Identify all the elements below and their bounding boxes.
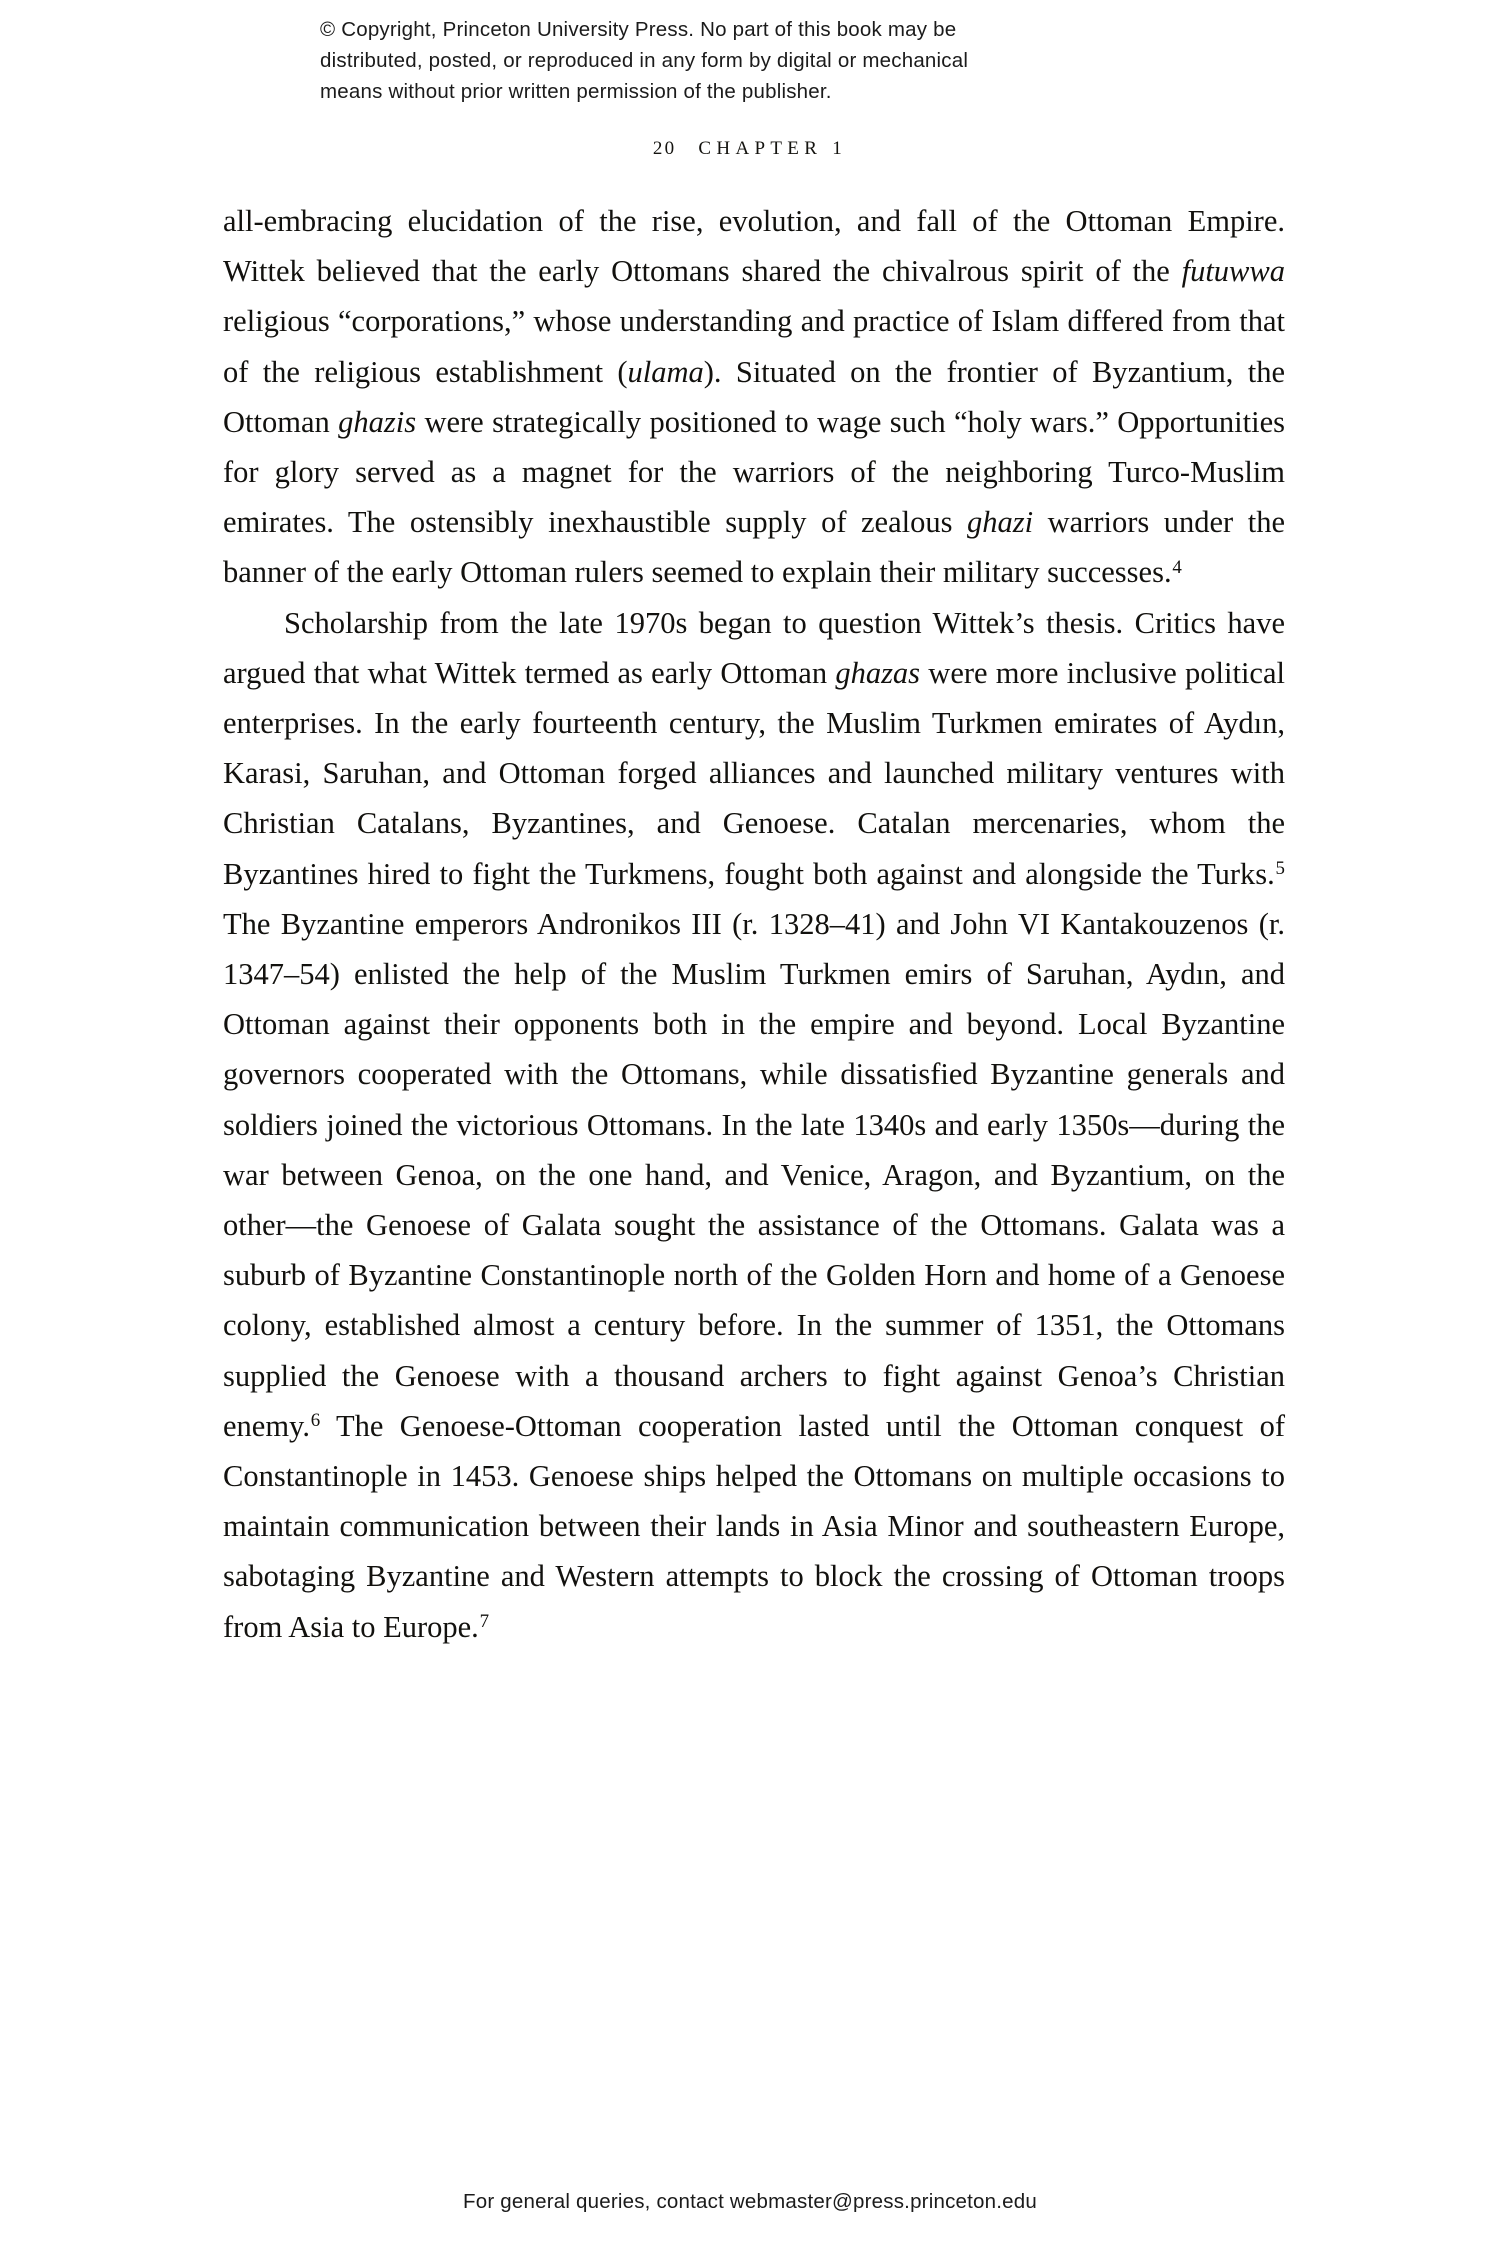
p2-seg11: . Genoese ships helped the Ottomans on multiple occasions to maintain communication between their lands in Asia Minor and southeastern Europe, sabotaging Byzantine and Western attempts to block the crossing of Ottoman troops from Asia to Europe. xyxy=(223,1459,1285,1644)
year-1350: 1350 xyxy=(1056,1107,1118,1142)
term-ghazi: ghazi xyxy=(967,505,1034,540)
term-ghazas: ghazas xyxy=(835,655,921,690)
reign-1347-54: 1347–54 xyxy=(223,957,330,992)
p2-seg7: s and early xyxy=(914,1107,1057,1142)
p1-seg3: ). Situated on the frontier of Byzantium, the Ottoman xyxy=(223,354,1286,439)
page-body xyxy=(223,196,1285,1652)
copyright-line-1: © Copyright, Princeton University Press. No part of this book may be xyxy=(320,18,957,41)
term-futuwwa: futuwwa xyxy=(1181,254,1285,289)
paragraph-2 xyxy=(223,598,1285,1652)
footnote-marker-7[interactable]: 7 xyxy=(479,1610,490,1632)
footnote-marker-4[interactable]: 4 xyxy=(1172,556,1182,578)
year-1351: 1351 xyxy=(1034,1308,1096,1343)
page-number: 20 xyxy=(652,138,677,159)
footnote-marker-6[interactable]: 6 xyxy=(310,1410,321,1432)
p1-seg2: religious “corporations,” whose understanding and practice of Islam differed from that of the religious establishment ( xyxy=(223,304,1285,389)
footnote-marker-5[interactable]: 5 xyxy=(1275,857,1285,879)
year-1340: 1340 xyxy=(853,1107,915,1142)
p2-seg8: s—during the war between Genoa, on the one hand, and Venice, Aragon, and Byzantium, on the other—the Genoese of Galata sought the assistance of the Ottomans. Galata was a suburb of Byzantine Constantinople north of the Golden Horn and home of a Genoese colony, established almost a century before. In the summer of xyxy=(223,1107,1285,1343)
chapter-label: CHAPTER 1 xyxy=(698,138,848,159)
paragraph-1 xyxy=(223,196,1285,598)
copyright-line-2: distributed, posted, or reproduced in any form by digital or mechanical xyxy=(320,49,969,73)
copyright-notice xyxy=(320,14,1180,107)
p2-seg2: s began to question Wittek’s thesis. Critics have argued that what Wittek termed as early Ottoman xyxy=(223,605,1286,690)
p2-seg6: ) enlisted the help of the Muslim Turkmen emirs of Saruhan, Aydın, and Ottoman against their opponents both in the empire and beyond. Local Byzantine governors cooperated with the Ottomans, while dissatisfied Byzantine generals and soldiers joined the victorious Ottomans. In the late xyxy=(223,957,1285,1142)
year-1453: 1453 xyxy=(450,1459,512,1494)
p2-seg10: The Genoese-Ottoman cooperation lasted until the Ottoman conquest of Constantinople in xyxy=(223,1408,1285,1494)
p2-seg9: , the Ottomans supplied the Genoese with a thousand archers to fight against Genoa’s Christian enemy. xyxy=(223,1308,1285,1443)
page-footer xyxy=(0,2190,1500,2214)
p1-seg5: warriors under the banner of the early Ottoman rulers seemed to explain their military successes. xyxy=(223,505,1285,590)
p2-seg5: ) and John VI Kantakouzenos (r. xyxy=(875,906,1285,941)
p2-seg3: were more inclusive political enterprises. In the early fourteenth century, the Muslim Turkmen emirates of Aydın, Karasi, Saruhan, and Ottoman forged alliances and launched military ventures with Christian Catalans, Byzantines, and Genoese. Catalan mercenaries, whom the Byzantines hired to fight the Turkmens, fought both against and alongside the Turks. xyxy=(223,655,1285,891)
p2-seg1: Scholarship from the late xyxy=(284,605,615,640)
year-1970: 1970 xyxy=(614,605,676,640)
term-ulama: ulama xyxy=(627,354,704,389)
footer-contact-text: For general queries, contact webmaster@press.princeton.edu xyxy=(463,2190,1037,2213)
copyright-line-3: means without prior written permission of the publisher. xyxy=(320,80,832,104)
p1-seg4: were strategically positioned to wage such “holy wars.” Opportunities for glory served as a magnet for the warriors of the neighboring Turco-Muslim emirates. The ostensibly inexhaustible supply of zealous xyxy=(223,404,1285,540)
running-head xyxy=(0,138,1500,160)
p2-seg4: The Byzantine emperors Andronikos III (r. xyxy=(223,906,769,941)
p1-seg1: all-embracing elucidation of the rise, evolution, and fall of the Ottoman Empire. Wittek believed that the early Ottomans shared the chivalrous spirit of the xyxy=(223,204,1285,289)
reign-1328-41: 1328–41 xyxy=(768,906,876,941)
term-ghazis: ghazis xyxy=(338,404,417,439)
